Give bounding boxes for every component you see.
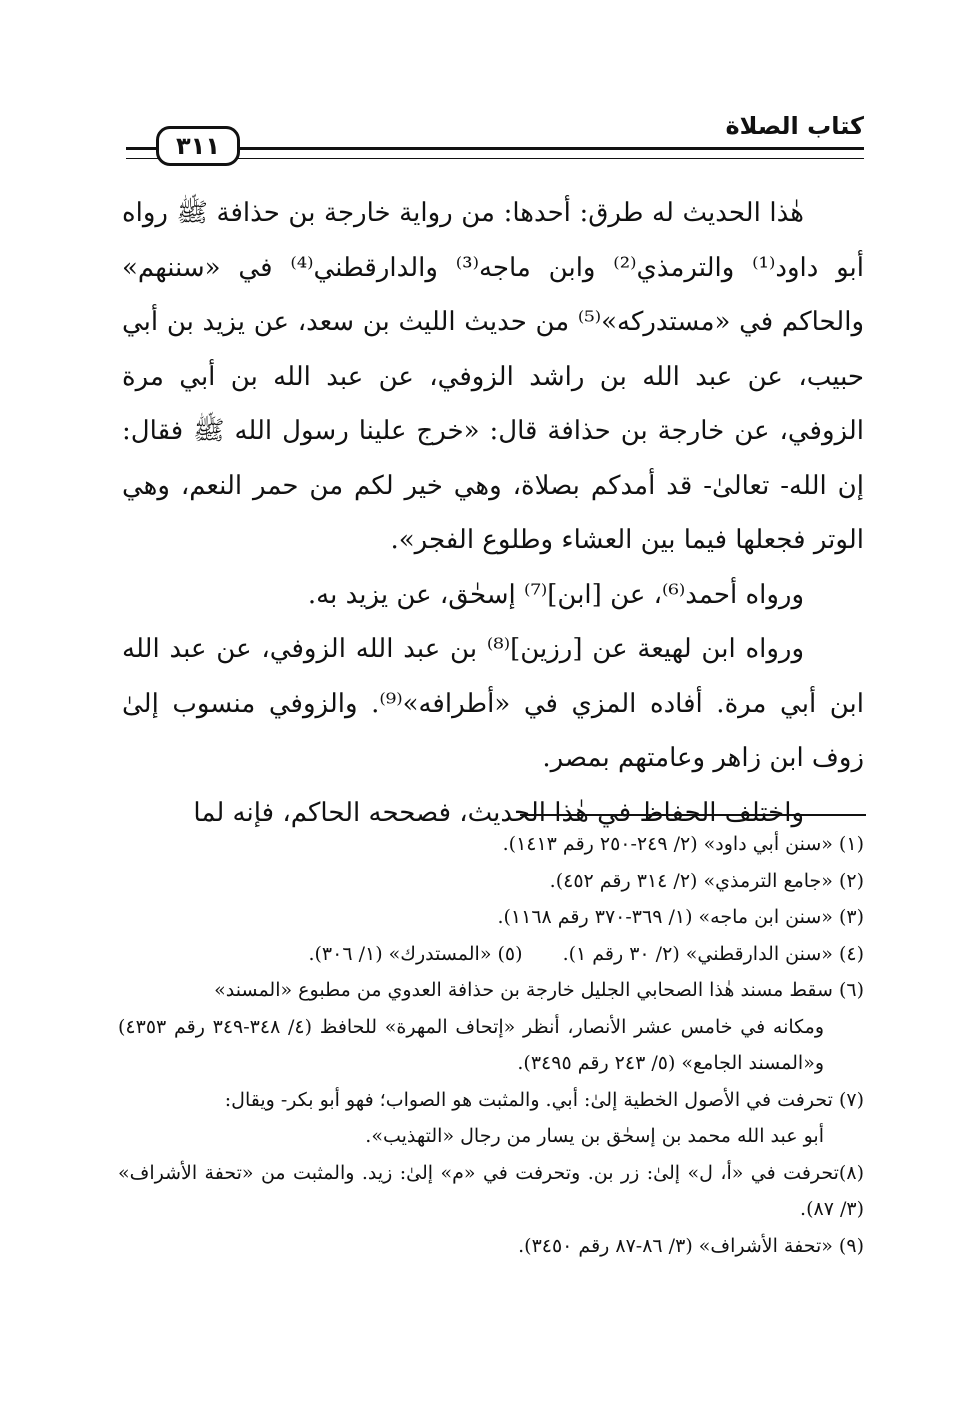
footnote-5: (٥) «المستدرك» (١/ ٣٠٦).	[308, 942, 523, 965]
footnote-7-first-line: (٧) تحرفت في الأصول الخطية إلىٰ: أبي. والمثبت هو الصواب؛ فهو أبو بكر- ويقال:	[224, 1088, 864, 1111]
footnote-9: (٩) «تحفة الأشراف» (٣/ ٨٦-٨٧ رقم ٣٤٥٠).	[518, 1234, 864, 1257]
footnote-3: (٣) «سنن ابن ماجه» (١/ ٣٦٩-٣٧٠ رقم ١١٦٨).	[497, 906, 864, 928]
main-paragraph-4: واختلف الحفاظ في هٰذا الحديث، فصححه الحاكم، فإنه لما	[193, 797, 804, 828]
footnote-6-continuation: ومكانه في خامس عشر الأنصار، أنظر «إتحاف المهرة» للحافظ (٤/ ٣٤٨-٣٤٩ رقم ٤٣٥٣) و«المسند الجامع» (٥/ ٢٤٣ رقم ٣٤٩٥).	[118, 1015, 824, 1074]
running-header-title: كتاب الصلاة	[725, 112, 864, 140]
footnote-1: (١) «سنن أبي داود» (٢/ ٢٤٩-٢٥٠ رقم ١٤١٣).	[502, 833, 864, 855]
footnote-4: (٤) «سنن الدارقطني» (٢/ ٣٠ رقم ١).	[562, 942, 864, 965]
footnote-7-continuation: أبو عبد الله محمد بن إسحٰق بن يسار من رجال «التهذيب».	[365, 1125, 824, 1147]
footnote-divider	[520, 814, 866, 816]
main-paragraph-3: ورواه ابن لهيعة عن [رزين]⁽⁸⁾ بن عبد الله الزوفي، عن عبد الله ابن أبي مرة. أفاده المزي في «أطرافه»⁽⁹⁾. والزوفي منسوب إلىٰ زوف ابن زاهر وعامتهم بمصر.	[122, 634, 864, 773]
footnotes	[118, 826, 864, 1264]
footnote-4-5-row	[118, 936, 864, 973]
page-number: ٣١١	[156, 126, 240, 166]
main-paragraph-1: هٰذا الحديث له طرق: أحدها: من رواية خارجة بن حذافة ﷺ رواه أبو داود⁽¹⁾ والترمذي⁽²⁾ وابن ماجه⁽³⁾ والدارقطني⁽⁴⁾ في «سننهم» والحاكم في «مستدركه»⁽⁵⁾ من حديث الليث بن سعد، عن يزيد بن أبي حبيب، عن عبد الله بن راشد الزوفي، عن عبد الله بن أبي مرة الزوفي، عن خارجة بن حذافة قال: «خرج علينا رسول الله ﷺ فقال: إن الله- تعالىٰ- قد أمدكم بصلاة، وهي خير لكم من حمر النعم، وهي الوتر فجعلها فيما بين العشاء وطلوع الفجر».	[122, 198, 865, 555]
footnote-6-first-line: (٦) سقط مسند هٰذا الصحابي الجليل خارجة بن حذافة العدوي من مطبوع «المسند»	[214, 979, 864, 1001]
footnote-2: (٢) «جامع الترمذي» (٢/ ٣١٤ رقم ٤٥٢).	[549, 869, 864, 892]
footnote-8: (٨)تحرفت في «أ، ل» إلىٰ: زر بن. وتحرفت في «م» إلىٰ: زيد. والمثبت من «تحفة الأشراف» (٣/ ٨٧).	[118, 1161, 864, 1220]
main-paragraph-2: ورواه أحمد⁽⁶⁾، عن [ابن]⁽⁷⁾ إسحٰق، عن يزيد به.	[307, 579, 804, 610]
footnote-7	[118, 1082, 864, 1155]
footnote-6	[118, 972, 864, 1082]
main-text	[122, 186, 864, 840]
